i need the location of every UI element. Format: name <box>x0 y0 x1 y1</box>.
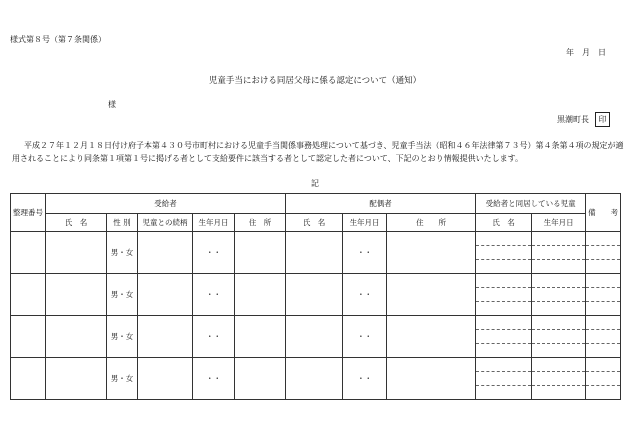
date-line: 年 月 日 <box>566 48 606 57</box>
recipient-address-cell[interactable] <box>235 274 286 316</box>
spouse-address-cell[interactable] <box>387 316 476 358</box>
issuer-name: 黒潮町長 <box>557 115 589 124</box>
child-birth-cell[interactable] <box>532 232 586 274</box>
recipient-name-cell[interactable] <box>46 316 107 358</box>
ki-heading: 記 <box>311 179 319 188</box>
spouse-birth-cell[interactable]: ・・ <box>343 316 387 358</box>
seal-stamp: 印 <box>595 112 610 127</box>
recipient-sex-cell[interactable]: 男・女 <box>107 274 138 316</box>
child-name-cell[interactable] <box>476 274 532 316</box>
subheader-spouse-birth: 生年月日 <box>343 214 387 232</box>
subheader-recipient-relation: 児童との続柄 <box>138 214 193 232</box>
recipient-address-cell[interactable] <box>235 316 286 358</box>
subheader-recipient-birth: 生年月日 <box>193 214 235 232</box>
spouse-birth-cell[interactable]: ・・ <box>343 274 387 316</box>
recipient-birth-cell[interactable]: ・・ <box>193 358 235 400</box>
header-child: 受給者と同居している児童 <box>476 194 586 214</box>
spouse-address-cell[interactable] <box>387 274 476 316</box>
spouse-name-cell[interactable] <box>286 358 343 400</box>
remarks-cell[interactable] <box>586 358 621 400</box>
addressee: 様 <box>108 100 116 109</box>
remarks-cell[interactable] <box>586 232 621 274</box>
subheader-spouse-name: 氏 名 <box>286 214 343 232</box>
spouse-address-cell[interactable] <box>387 232 476 274</box>
recipient-address-cell[interactable] <box>235 232 286 274</box>
subheader-child-name: 氏 名 <box>476 214 532 232</box>
recipient-birth-cell[interactable]: ・・ <box>193 316 235 358</box>
header-remarks: 備 考 <box>586 194 621 232</box>
recipient-relation-cell[interactable] <box>138 274 193 316</box>
remarks-cell[interactable] <box>586 274 621 316</box>
subheader-recipient-address: 住 所 <box>235 214 286 232</box>
table-row <box>11 358 621 400</box>
recipients-table <box>10 193 621 400</box>
recipient-birth-cell[interactable]: ・・ <box>193 232 235 274</box>
recipient-sex-cell[interactable]: 男・女 <box>107 232 138 274</box>
child-name-cell[interactable] <box>476 232 532 274</box>
recipient-name-cell[interactable] <box>46 232 107 274</box>
spouse-name-cell[interactable] <box>286 274 343 316</box>
child-birth-cell[interactable] <box>532 316 586 358</box>
recipient-address-cell[interactable] <box>235 358 286 400</box>
document-title: 児童手当における同居父母に係る認定について（通知） <box>208 76 422 86</box>
table-row <box>11 232 621 274</box>
subheader-recipient-name: 氏 名 <box>46 214 107 232</box>
remarks-cell[interactable] <box>586 316 621 358</box>
body-paragraph: 平成２７年１２月１８日付け府子本第４３０号市町村における児童手当関係事務処理について基づき、児童手当法（昭和４６年法律第７３号）第４条第４項の規定が適用されることにより同条第１項第１号に掲げる者として支給要件に該当する者として認定した者について、下記のとおり情報提供いたします。 <box>12 141 624 163</box>
spouse-birth-cell[interactable]: ・・ <box>343 358 387 400</box>
spouse-birth-cell[interactable]: ・・ <box>343 232 387 274</box>
child-name-cell[interactable] <box>476 316 532 358</box>
recipient-name-cell[interactable] <box>46 274 107 316</box>
spouse-name-cell[interactable] <box>286 232 343 274</box>
spouse-name-cell[interactable] <box>286 316 343 358</box>
serial-cell[interactable] <box>11 274 46 316</box>
serial-cell[interactable] <box>11 358 46 400</box>
header-recipient: 受給者 <box>46 194 286 214</box>
recipient-birth-cell[interactable]: ・・ <box>193 274 235 316</box>
issuer <box>557 112 610 127</box>
subheader-child-birth: 生年月日 <box>532 214 586 232</box>
table-row <box>11 274 621 316</box>
child-birth-cell[interactable] <box>532 274 586 316</box>
form-number: 様式第８号（第７条関係） <box>10 35 106 44</box>
recipient-name-cell[interactable] <box>46 358 107 400</box>
table-row <box>11 316 621 358</box>
header-serial: 整理番号 <box>11 194 46 232</box>
serial-cell[interactable] <box>11 316 46 358</box>
recipient-sex-cell[interactable]: 男・女 <box>107 316 138 358</box>
recipient-sex-cell[interactable]: 男・女 <box>107 358 138 400</box>
subheader-spouse-address: 住 所 <box>387 214 476 232</box>
spouse-address-cell[interactable] <box>387 358 476 400</box>
header-spouse: 配偶者 <box>286 194 476 214</box>
child-name-cell[interactable] <box>476 358 532 400</box>
recipient-relation-cell[interactable] <box>138 316 193 358</box>
subheader-recipient-sex: 性 別 <box>107 214 138 232</box>
recipient-relation-cell[interactable] <box>138 232 193 274</box>
child-birth-cell[interactable] <box>532 358 586 400</box>
recipient-relation-cell[interactable] <box>138 358 193 400</box>
serial-cell[interactable] <box>11 232 46 274</box>
